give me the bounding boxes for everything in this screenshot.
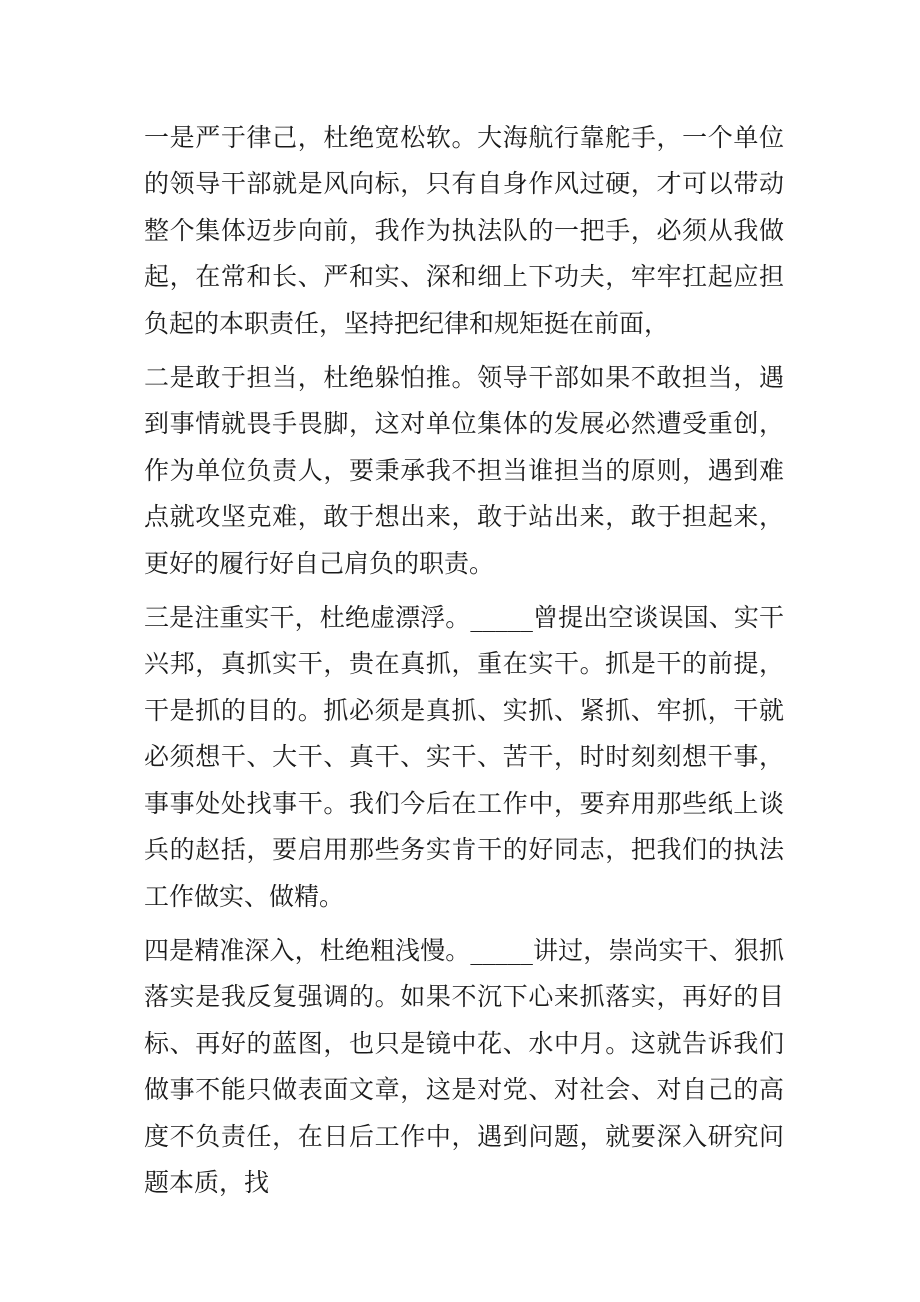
paragraph-practical-work: 三是注重实干，杜绝虚漂浮。_____曾提出空谈误国、实干兴邦，真抓实干，贵在真抓，重在实干。抓是干的前提，干是抓的目的。抓必须是真抓、实抓、紧抓、牢抓，干就必须想干、大干、真干、实干、苦干，时时刻刻想干事，事事处处找事干。我们今后在工作中，要弃用那些纸上谈兵的赵括，要启用那些务实肯干的好同志，把我们的执法工作做实、做精。	[144, 603, 784, 911]
paragraph-responsibility: 二是敢于担当，杜绝躲怕推。领导干部如果不敢担当，遇到事情就畏手畏脚，这对单位集体的发展必然遭受重创，作为单位负责人，要秉承我不担当谁担当的原则，遇到难点就攻坚克难，敢于想出来，敢于站出来，敢于担起来，更好的履行好自己肩负的职责。	[144, 363, 784, 578]
document-body	[144, 115, 784, 1214]
paragraph-discipline: 一是严于律己，杜绝宽松软。大海航行靠舵手，一个单位的领导干部就是风向标，只有自身作风过硬，才可以带动整个集体迈步向前，我作为执法队的一把手，必须从我做起，在常和长、严和实、深和细上下功夫，牢牢扛起应担负起的本职责任，坚持把纪律和规矩挺在前面，	[144, 123, 784, 338]
paragraph-in-depth: 四是精准深入，杜绝粗浅慢。_____讲过，崇尚实干、狠抓落实是我反复强调的。如果不沉下心来抓落实，再好的目标、再好的蓝图，也只是镜中花、水中月。这就告诉我们做事不能只做表面文章，这是对党、对社会、对自己的高度不负责任，在日后工作中，遇到问题，就要深入研究问题本质，找	[144, 935, 784, 1197]
